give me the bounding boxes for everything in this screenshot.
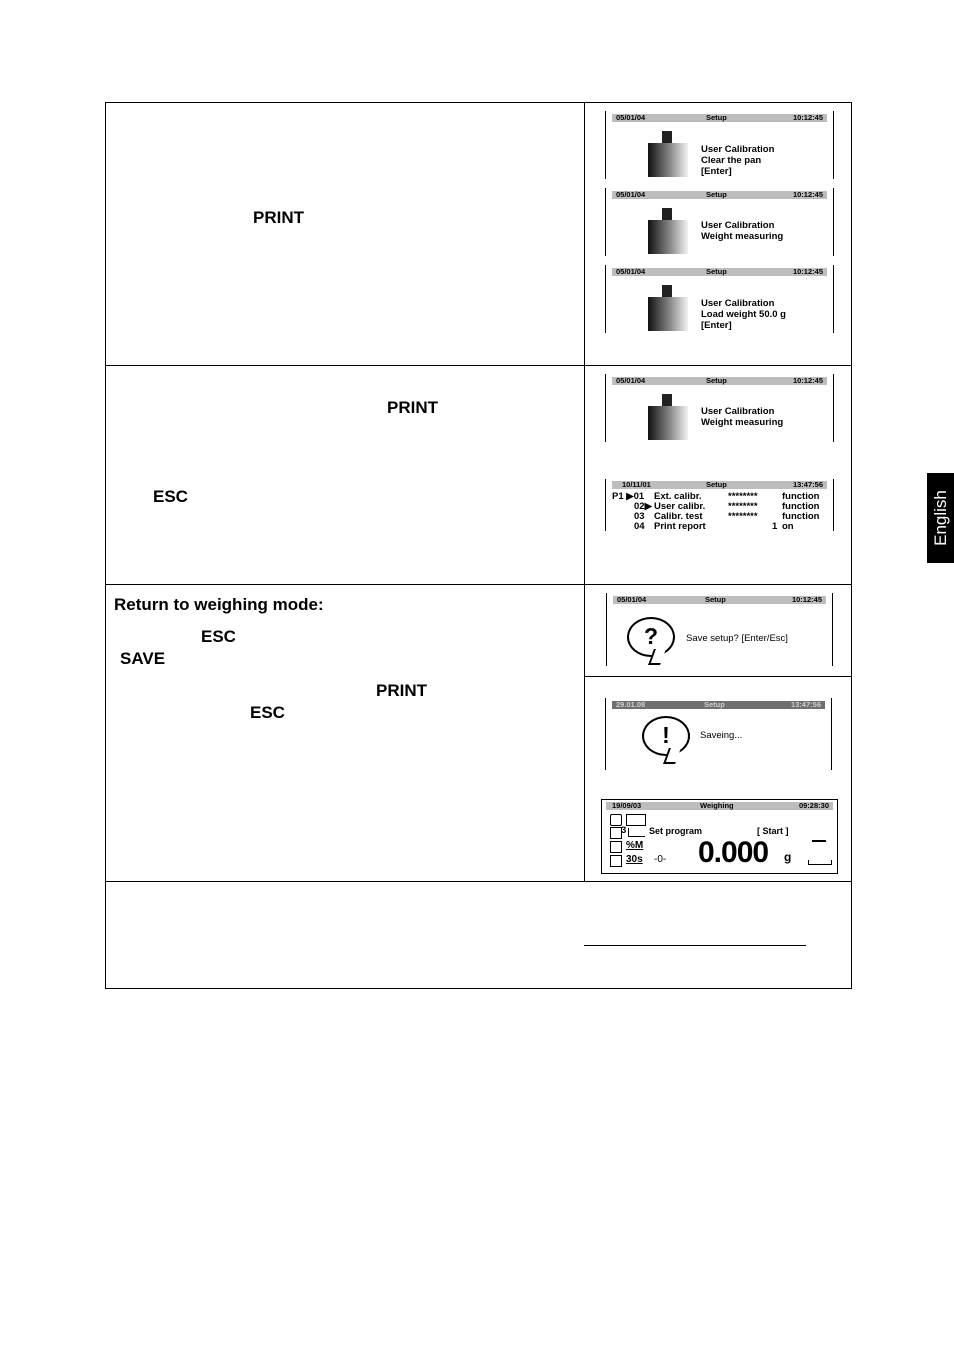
status-bar: 05/01/04 Setup 10:12:45	[612, 268, 827, 276]
start-label: [ Start ]	[757, 826, 789, 836]
language-tab	[927, 473, 954, 563]
key-esc: ESC	[201, 627, 236, 646]
display-message: User Calibration Weight measuring	[701, 220, 784, 242]
display-clear-pan	[605, 111, 834, 179]
display-load-weight	[605, 265, 834, 333]
row-divider-2	[105, 584, 852, 585]
exclamation-icon: !	[642, 716, 690, 756]
percent-icon	[610, 841, 622, 853]
program-label: Set program	[649, 826, 703, 836]
display-weighing	[601, 799, 838, 874]
key-save: SAVE	[120, 649, 166, 668]
weight-unit: g	[784, 850, 792, 864]
key-print: PRINT	[253, 208, 304, 227]
stability-icon	[812, 840, 826, 842]
display-save-setup	[606, 593, 833, 666]
key-print: PRINT	[387, 398, 438, 417]
mode-label: %M	[626, 840, 644, 851]
display-message: User Calibration Load weight 50.0 g [Enter]	[701, 298, 786, 331]
key-esc: ESC	[153, 487, 188, 506]
section-heading: Return to weighing mode:	[114, 595, 324, 614]
column-divider	[584, 102, 585, 881]
pan-icon	[626, 814, 646, 826]
status-bar: 29.01.08 Setup 13:47:56	[612, 701, 825, 709]
display-message: Saveing...	[700, 730, 743, 741]
display-weight-measuring	[605, 188, 834, 256]
cell-divider	[584, 676, 852, 677]
zero-indicator: -0-	[654, 854, 667, 865]
interval-label: 30s	[626, 854, 643, 865]
scale-pan-icon	[808, 860, 832, 865]
status-bar: 05/01/04 Setup 10:12:45	[612, 191, 827, 199]
status-bar: 05/01/04 Setup 10:12:45	[612, 377, 827, 385]
display-weight-measuring	[605, 374, 834, 442]
display-saving	[605, 698, 832, 770]
row-divider-1	[105, 365, 852, 366]
graph-icon	[628, 828, 645, 837]
row-divider-3	[105, 881, 852, 882]
status-bar: 19/09/03 Weighing 09:28:30	[606, 802, 833, 810]
status-bar: 05/01/04 Setup 10:12:45	[612, 114, 827, 122]
display-message: Save setup? [Enter/Esc]	[686, 633, 788, 644]
display-calibration-menu: 10/11/01 Setup 13:47:56 P1 ▶01 Ext. calibr. ******** function 02▶ User calibr. ******** function 03 Calibr. test ******** function 04 Print report 1 on	[605, 479, 834, 531]
program-number: 3	[621, 825, 627, 836]
footnote-rule	[584, 945, 806, 946]
display-message: User Calibration Clear the pan [Enter]	[701, 144, 775, 177]
timer-icon	[610, 855, 622, 867]
weight-reading: 0.000	[698, 836, 769, 869]
language-tab-label: English	[930, 490, 950, 546]
key-esc-2: ESC	[250, 703, 285, 722]
question-icon: ?	[627, 617, 675, 657]
display-message: User Calibration Weight measuring	[701, 406, 784, 428]
status-bar: 05/01/04 Setup 10:12:45	[613, 596, 826, 604]
status-bar: 10/11/01 Setup 13:47:56	[612, 481, 827, 489]
key-print: PRINT	[376, 681, 427, 700]
